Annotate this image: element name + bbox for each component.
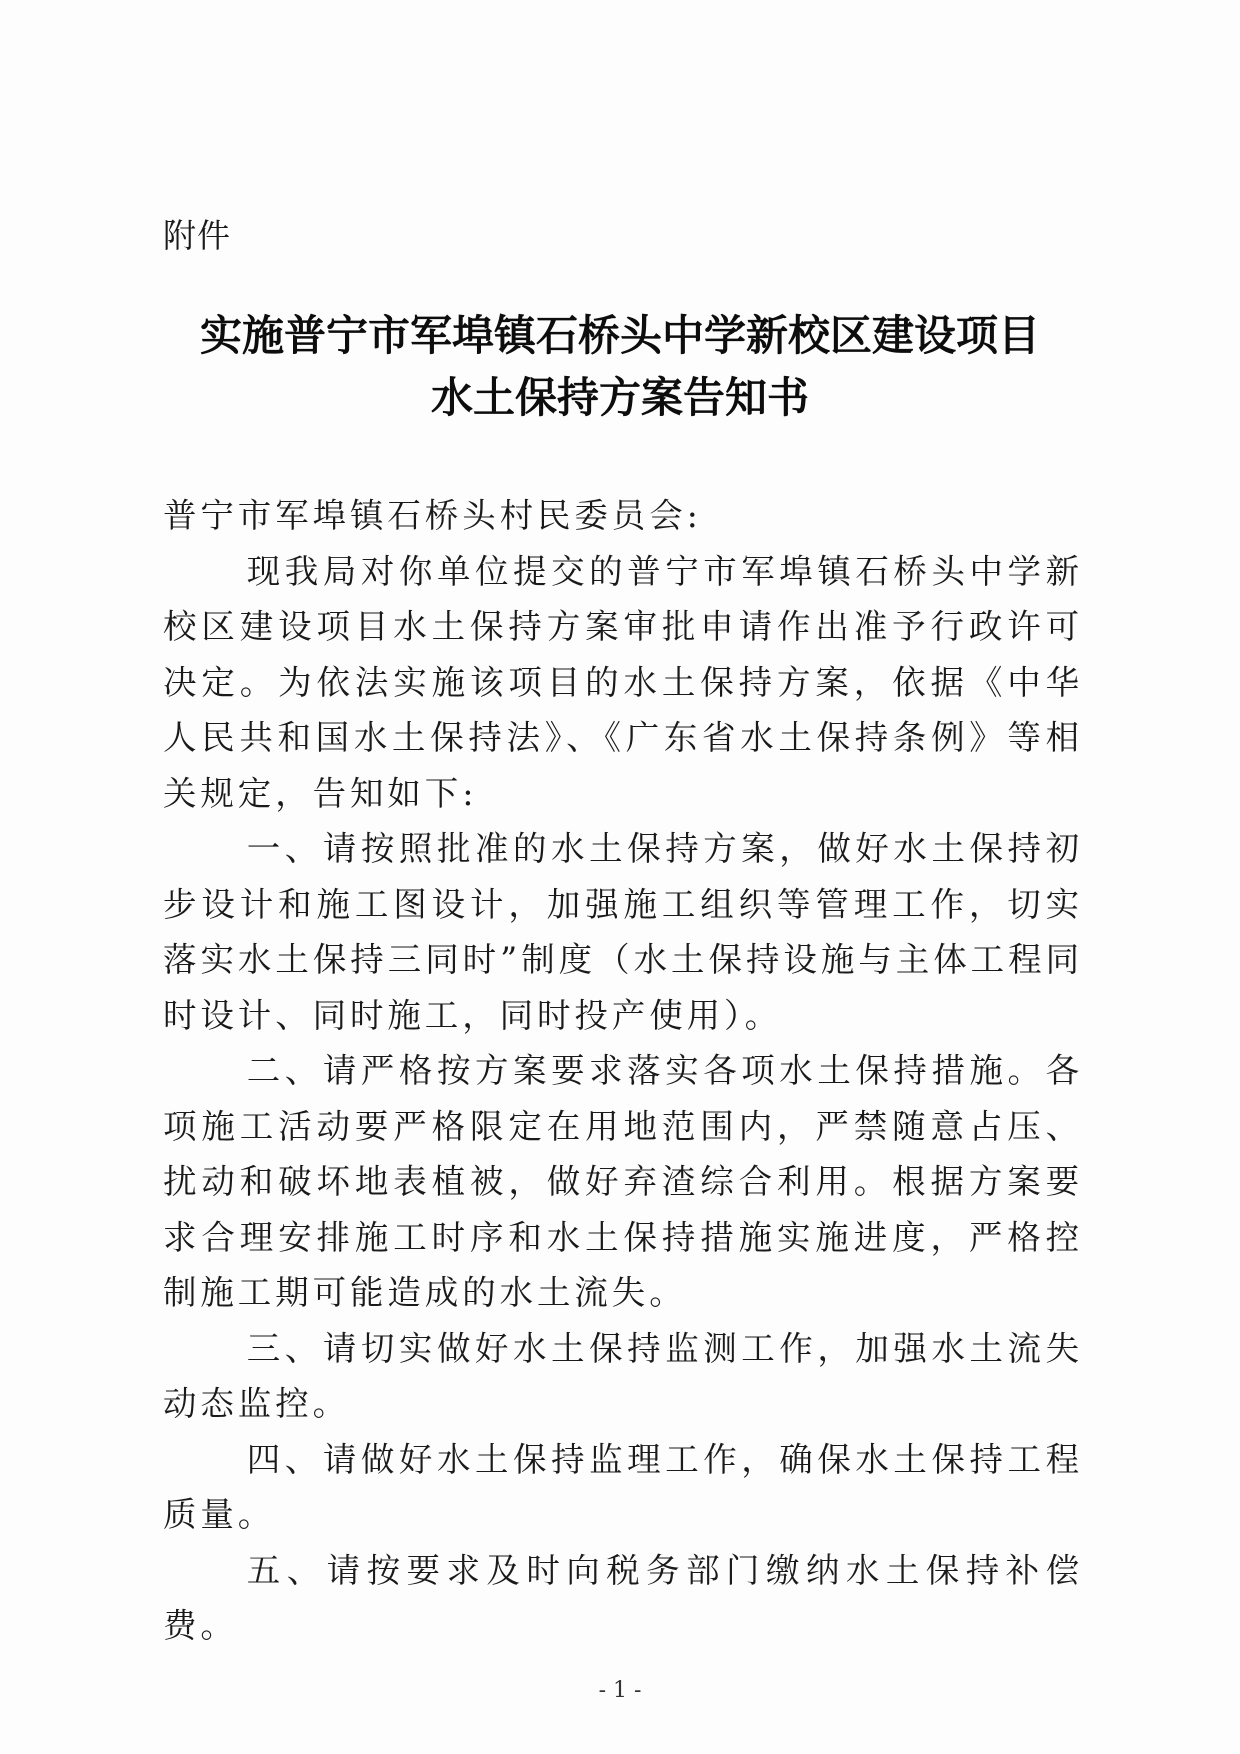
title-line-1: 实施普宁市军埠镇石桥头中学新校区建设项目 <box>199 311 1040 360</box>
paragraph-item-3: 三、请切实做好水土保持监测工作，加强水土流失动态监控。 <box>163 1328 1083 1423</box>
page-number: - 1 - <box>598 1678 642 1703</box>
paragraph-item-1: 一、请按照批准的水土保持方案，做好水土保持初步设计和施工图设计，加强施工组织等管理工作，切实落实水土保持三同时”制度（水土保持设施与主体工程同时设计、同时施工，同时投产使用）。 <box>163 829 1083 1035</box>
salutation: 普宁市军埠镇石桥头村民委员会: <box>163 496 702 535</box>
paragraph-intro: 现我局对你单位提交的普宁市军埠镇石桥头中学新校区建设项目水土保持方案审批申请作出准予行政许可决定。为依法实施该项目的水土保持方案，依据《中华人民共和国水土保持法》、《广东省水土保持条例》等相关规定，告知如下: <box>163 551 1083 813</box>
paragraph-item-4: 四、请做好水土保持监理工作，确保水土保持工程质量。 <box>163 1439 1083 1534</box>
document-body <box>163 488 1083 1654</box>
paragraph-item-5: 五、请按要求及时向税务部门缴纳水土保持补偿费。 <box>163 1550 1083 1645</box>
title-line-2: 水土保持方案告知书 <box>430 373 809 422</box>
paragraph-item-2: 二、请严格按方案要求落实各项水土保持措施。各项施工活动要严格限定在用地范围内，严禁随意占压、扰动和破坏地表植被，做好弃渣综合利用。根据方案要求合理安排施工时序和水土保持措施实施进度，严格控制施工期可能造成的水土流失。 <box>163 1051 1083 1312</box>
document-title <box>100 305 1140 429</box>
attachment-label: 附件 <box>163 216 231 255</box>
